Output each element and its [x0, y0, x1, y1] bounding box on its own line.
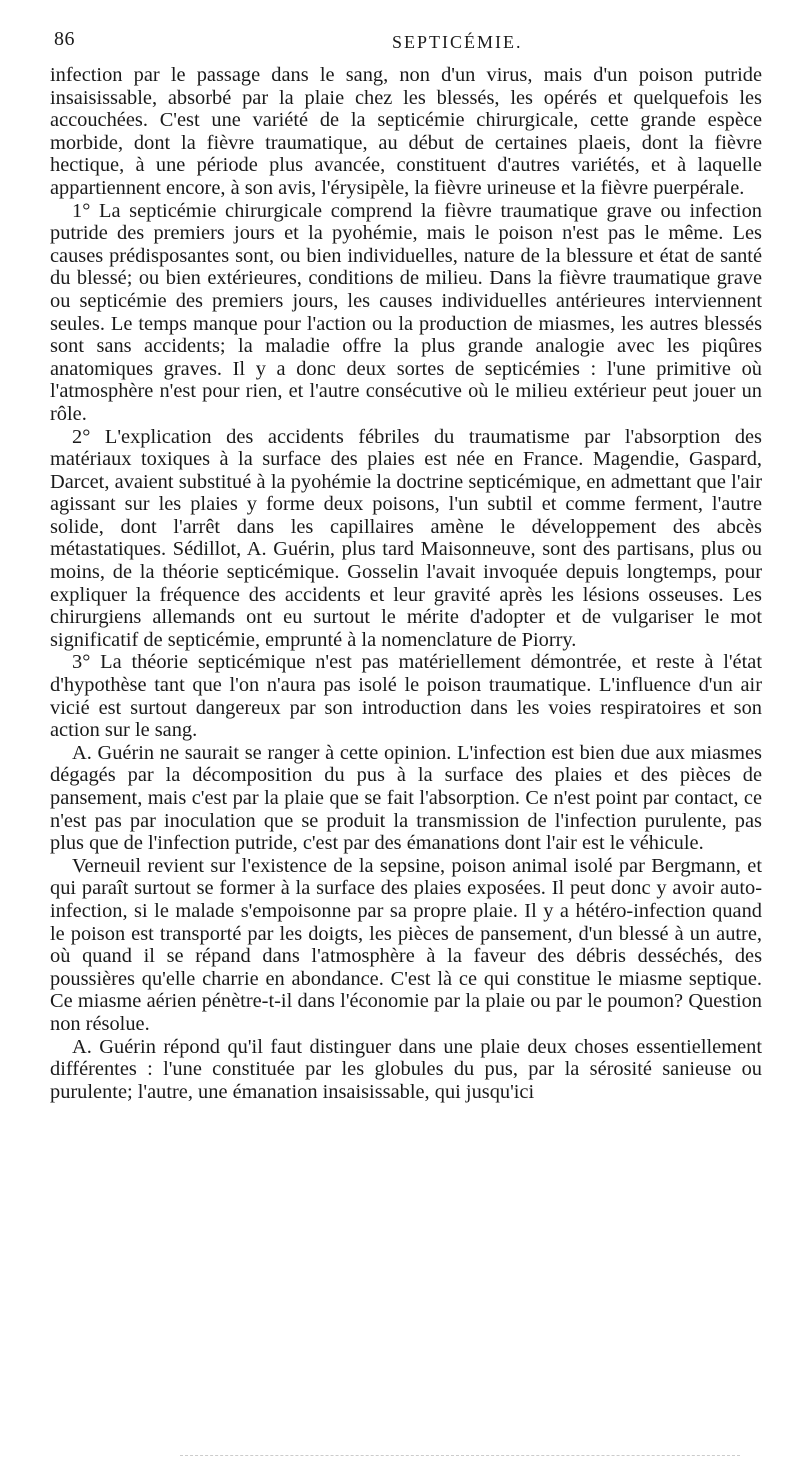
body-text: [50, 64, 762, 1103]
running-title: SEPTICÉMIE.: [392, 32, 523, 52]
paragraph-continuation: infection par le passage dans le sang, non d'un virus, mais d'un poison putride insaisissable, absorbé par la plaie chez les blessés, les opérés et quelquefois les accouchées. C'est une variété de la septicémie chirurgicale, cette grande espèce morbide, dont la fièvre traumatique, au début de certaines plaeis, dont la fièvre hectique, à une période plus avancée, constituent d'autres variétés, et à laquelle appartiennent encore, à son avis, l'érysipèle, la fièvre urineuse et la fièvre puerpérale.: [50, 64, 762, 199]
paragraph-verneuil: Verneuil revient sur l'existence de la sepsine, poison animal isolé par Bergmann, et qui paraît surtout se former à la surface des plaies exposées. Il peut donc y avoir auto-infection, si le malade s'empoisonne par sa propre plaie. Il y a hétéro-infection quand le poison est transporté par les doigts, les pièces de pansement, d'un blessé à un autre, où quand il se répand dans l'atmosphère à la faveur des débris desséchés, des poussières qu'elle charrie en abondance. C'est là ce qui constitue le miasme septique. Ce miasme aérien pénètre-t-il dans l'économie par la plaie ou par le poumon? Question non résolue.: [50, 854, 762, 1035]
footer-divider: [180, 1455, 740, 1456]
paragraph-guerin-reply: A. Guérin répond qu'il faut distinguer dans une plaie deux choses essentiellement différentes : l'une constituée par les globules du pus, par la sérosité sanieuse ou purulente; l'autre, une émanation insaisissable, qui jusqu'ici: [50, 1035, 762, 1103]
paragraph-point-3: 3° La théorie septicémique n'est pas matériellement démontrée, et reste à l'état d'hypothèse tant que l'on n'aura pas isolé le poison traumatique. L'influence d'un air vicié est surtout dangereux par son introduction dans les voies respiratoires et son action sur le sang.: [50, 651, 762, 742]
paragraph-point-1: 1° La septicémie chirurgicale comprend la fièvre traumatique grave ou infection putride des premiers jours et la pyohémie, mais le poison n'est pas le même. Les causes prédisposantes sont, ou bien individuelles, nature de la blessure et état de santé du blessé; ou bien extérieures, conditions de milieu. Dans la fièvre traumatique grave ou septicémie des premiers jours, les causes individuelles antérieures interviennent seules. Le temps manque pour l'action ou la production de miasmes, les autres blessés sont sans accidents; la maladie offre la plus grande analogie avec les piqûres anatomiques graves. Il y a donc deux sortes de septicémies : l'une primitive où l'atmosphère n'est pour rien, et l'autre consécutive où le milieu extérieur peut jouer un rôle.: [50, 199, 762, 425]
paragraph-point-2: 2° L'explication des accidents fébriles du traumatisme par l'absorption des matériaux toxiques à la surface des plaies est née en France. Magendie, Gaspard, Darcet, avaient substitué à la pyohémie la doctrine septicémique, en admettant que l'air agissant sur les plaies y forme deux poisons, l'un subtil et comme ferment, l'autre solide, dont l'arrêt dans les capillaires amène le développement des abcès métastatiques. Sédillot, A. Guérin, plus tard Maisonneuve, sont des partisans, plus ou moins, de la théorie septicémique. Gosselin l'avait invoquée depuis longtemps, pour expliquer la fréquence des accidents et leur gravité après les lésions osseuses. Les chirurgiens allemands ont eu surtout le mérite d'adopter et de vulgariser le mot significatif de septicémie, emprunté à la nomenclature de Piorry.: [50, 425, 762, 651]
page-number: 86: [54, 28, 75, 50]
page-header: [50, 28, 762, 58]
paragraph-guerin-opinion: A. Guérin ne saurait se ranger à cette opinion. L'infection est bien due aux miasmes dégagés par la décomposition du pus à la surface des plaies et des pièces de pansement, mais c'est par la plaie que se fait l'absorption. Ce n'est point par contact, ce n'est pas par inoculation que se produit la transmission de l'infection purulente, pas plus que de l'infection putride, c'est par des émanations dont l'air est le véhicule.: [50, 741, 762, 855]
